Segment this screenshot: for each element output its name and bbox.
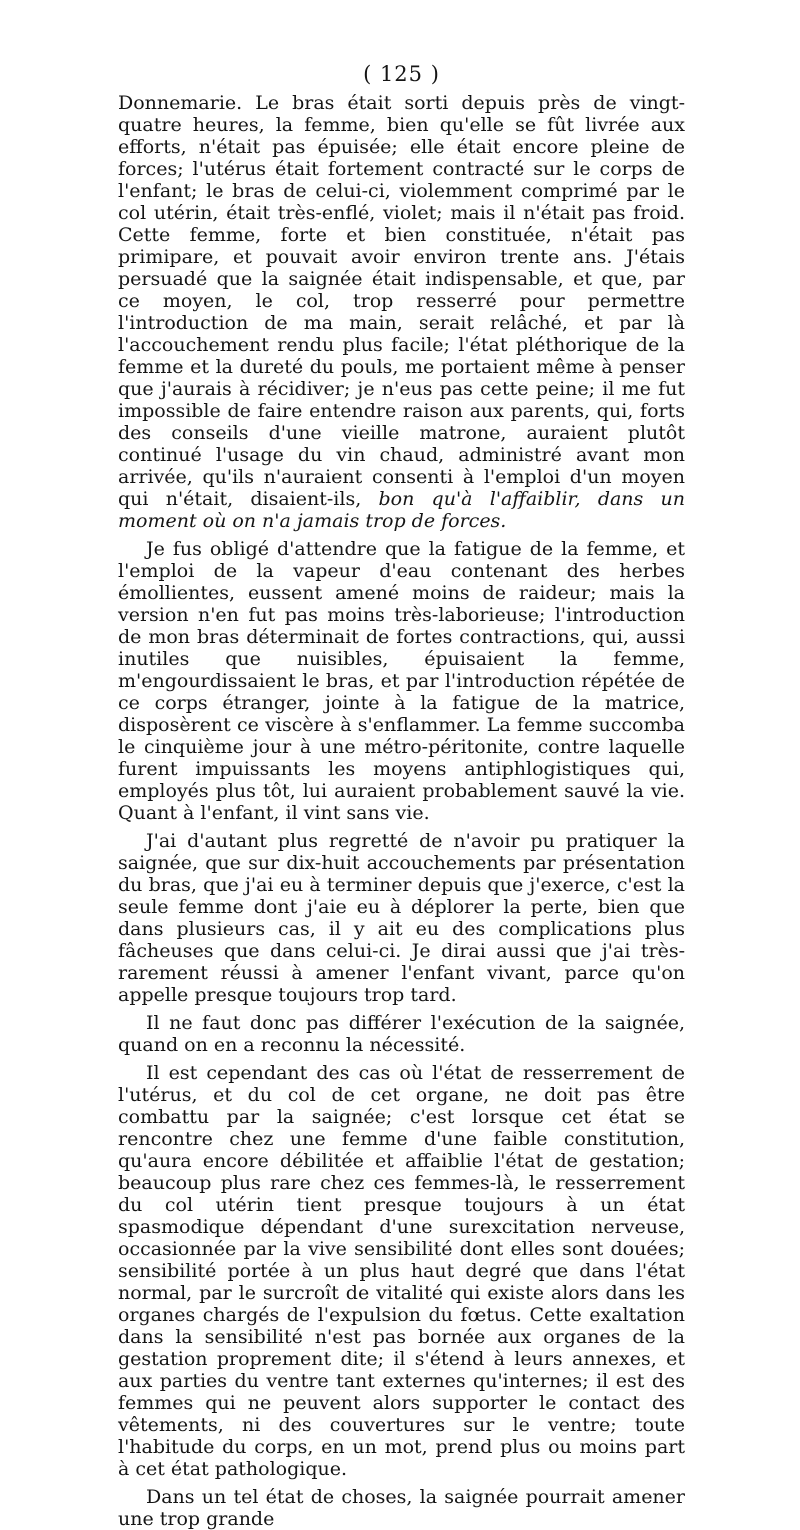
paragraph-text: Donnemarie. Le bras était sorti depuis près de vingt-quatre heures, la femme, bien qu'elle se fût livrée aux efforts, n'était pas épuisée; elle était encore pleine de forces; l'utérus était fortement contracté sur le corps de l'enfant; le bras de celui-ci, violemment comprimé par le col utérin, était très-enflé, violet; mais il n'était pas froid. Cette femme, forte et bien constituée, n'était pas primipare, et pouvait avoir environ trente ans. J'étais persuadé que la saignée était indispensable, et que, par ce moyen, le col, trop resserré pour permettre l'introduction de ma main, serait relâché, et par là l'accouchement rendu plus facile; l'état pléthorique de la femme et la dureté du pouls, me portaient même à penser que j'aurais à récidiver; je n'eus pas cette peine; il me fut impossible de faire entendre raison aux parents, qui, forts des conseils d'une vieille matrone, auraient plutôt continué l'usage du vin chaud, administré avant mon arrivée, qu'ils n'auraient consenti à l'emploi d'un moyen qui n'était, disaient-ils,: [118, 92, 685, 510]
paragraph: Je fus obligé d'attendre que la fatigue de la femme, et l'emploi de la vapeur d'eau contenant des herbes émollientes, eussent amené moins de raideur; mais la version n'en fut pas moins très-laborieuse; l'introduction de mon bras déterminait de fortes contractions, qui, aussi inutiles que nuisibles, épuisaient la femme, m'engourdissaient le bras, et par l'introduction répétée de ce corps étranger, jointe à la fatigue de la matrice, disposèrent ce viscère à s'enflammer. La femme succomba le cinquième jour à une métro-péritonite, contre laquelle furent impuissants les moyens antiphlogistiques qui, employés plus tôt, lui auraient probablement sauvé la vie. Quant à l'enfant, il vint sans vie.: [118, 538, 685, 824]
body-text: [118, 92, 685, 1530]
paragraph: Dans un tel état de choses, la saignée pourrait amener une trop grande: [118, 1486, 685, 1530]
paragraph: J'ai d'autant plus regretté de n'avoir pu pratiquer la saignée, que sur dix-huit accouchements par présentation du bras, que j'ai eu à terminer depuis que j'exerce, c'est la seule femme dont j'aie eu à déplorer la perte, bien que dans plusieurs cas, il y ait eu des complications plus fâcheuses que dans celui-ci. Je dirai aussi que j'ai très-rarement réussi à amener l'enfant vivant, parce qu'on appelle presque toujours trop tard.: [118, 830, 685, 1006]
paragraph: Il est cependant des cas où l'état de resserrement de l'utérus, et du col de cet organe, ne doit pas être combattu par la saignée; c'est lorsque cet état se rencontre chez une femme d'une faible constitution, qu'aura encore débilitée et affaiblie l'état de gestation; beaucoup plus rare chez ces femmes-là, le resserrement du col utérin tient presque toujours à un état spasmodique dépendant d'une surexcitation nerveuse, occasionnée par la vive sensibilité dont elles sont douées; sensibilité portée à un plus haut degré que dans l'état normal, par le surcroît de vitalité qui existe alors dans les organes chargés de l'expulsion du fœtus. Cette exaltation dans la sensibilité n'est pas bornée aux organes de la gestation proprement dite; il s'étend à leurs annexes, et aux parties du ventre tant externes qu'internes; il est des femmes qui ne peuvent alors supporter le contact des vêtements, ni des couvertures sur le ventre; toute l'habitude du corps, en un mot, prend plus ou moins part à cet état pathologique.: [118, 1062, 685, 1480]
paragraph: Il ne faut donc pas différer l'exécution de la saignée, quand on en a reconnu la nécessité.: [118, 1012, 685, 1056]
page-number: ( 125 ): [363, 62, 440, 86]
italic-quote: bon qu'à l'affaiblir, dans un moment où on n'a jamais trop de forces.: [118, 488, 686, 532]
paragraph: [118, 92, 685, 532]
